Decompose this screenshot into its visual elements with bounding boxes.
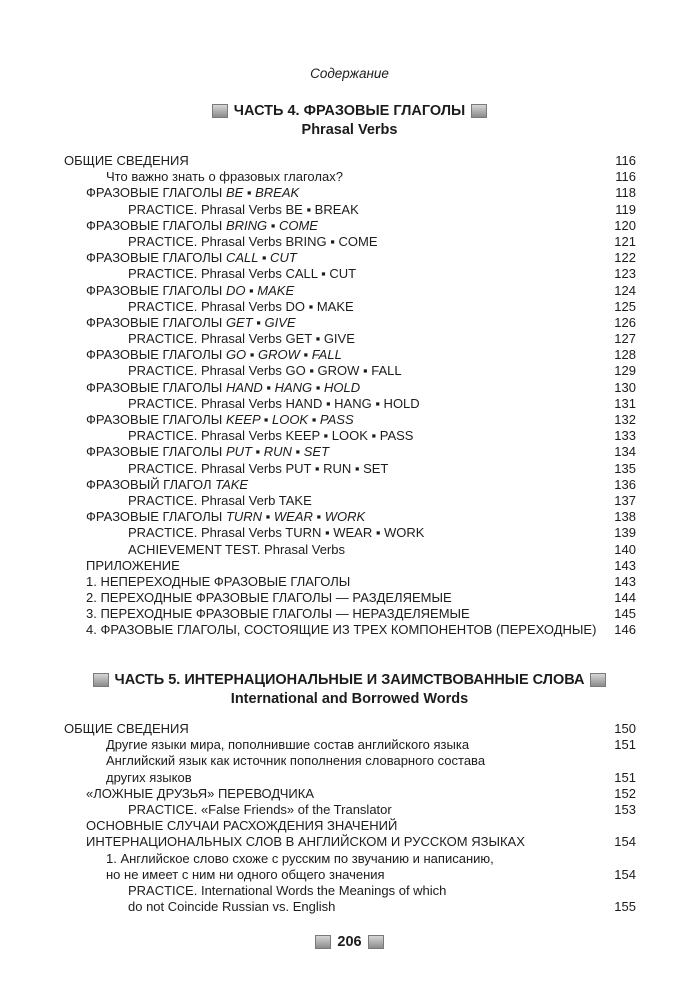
part4-title: ЧАСТЬ 4. ФРАЗОВЫЕ ГЛАГОЛЫ <box>233 103 466 119</box>
toc-entry[interactable]: PRACTICE. Phrasal Verbs DO ▪ MAKE 125 <box>128 298 636 314</box>
toc-entry[interactable]: PRACTICE. Phrasal Verbs CALL ▪ CUT 123 <box>128 266 636 282</box>
running-head: Содержание <box>310 66 389 81</box>
toc-entry[interactable]: PRACTICE. International Words the Meanings of which <box>128 882 447 898</box>
toc-entry[interactable]: PRACTICE. Phrasal Verbs TURN ▪ WEAR ▪ WORK 139 <box>128 525 636 541</box>
toc-entry[interactable]: 3. ПЕРЕХОДНЫЕ ФРАЗОВЫЕ ГЛАГОЛЫ — НЕРАЗДЕЛЯЕМЫЕ 145 <box>86 606 636 622</box>
part4-heading <box>0 103 699 138</box>
toc-entry[interactable]: ФРАЗОВЫЕ ГЛАГОЛЫ KEEP ▪ LOOK ▪ PASS 132 <box>86 412 636 427</box>
part4-toc <box>64 153 636 639</box>
grey-square-icon <box>315 935 331 949</box>
grey-square-icon <box>590 673 606 687</box>
toc-entry[interactable]: PRACTICE. Phrasal Verbs KEEP ▪ LOOK ▪ PASS 133 <box>128 428 636 444</box>
toc-entry[interactable]: PRACTICE. Phrasal Verbs HAND ▪ HANG ▪ HOLD 131 <box>128 395 636 411</box>
toc-entry[interactable]: ФРАЗОВЫЕ ГЛАГОЛЫ BE ▪ BREAK 118 <box>86 185 636 201</box>
toc-entry[interactable]: PRACTICE. Phrasal Verbs BRING ▪ COME 121 <box>128 233 636 249</box>
grey-square-icon <box>93 673 109 687</box>
grey-square-icon <box>471 104 487 118</box>
toc-entry[interactable]: ФРАЗОВЫЕ ГЛАГОЛЫ CALL ▪ CUT 122 <box>86 250 636 266</box>
toc-entry[interactable]: но не имеет с ним ни одного общего значения 154 <box>106 866 636 882</box>
toc-entry[interactable]: Английский язык как источник пополнения словарного состава <box>106 753 486 769</box>
toc-entry[interactable]: 1. НЕПЕРЕХОДНЫЕ ФРАЗОВЫЕ ГЛАГОЛЫ 143 <box>86 573 636 589</box>
toc-entry[interactable]: ФРАЗОВЫЕ ГЛАГОЛЫ GO ▪ GROW ▪ FALL 128 <box>86 347 636 363</box>
toc-entry[interactable]: ФРАЗОВЫЙ ГЛАГОЛ TAKE 136 <box>86 476 636 492</box>
toc-entry[interactable]: ИНТЕРНАЦИОНАЛЬНЫХ СЛОВ В АНГЛИЙСКОМ И РУССКОМ ЯЗЫКАХ 154 <box>86 834 636 850</box>
toc-entry[interactable]: PRACTICE. Phrasal Verbs BE ▪ BREAK 119 <box>128 201 636 217</box>
toc-entry[interactable]: 2. ПЕРЕХОДНЫЕ ФРАЗОВЫЕ ГЛАГОЛЫ — РАЗДЕЛЯЕМЫЕ 144 <box>86 590 636 606</box>
toc-entry[interactable]: 4. ФРАЗОВЫЕ ГЛАГОЛЫ, СОСТОЯЩИЕ ИЗ ТРЕХ КОМПОНЕНТОВ (ПЕРЕХОДНЫЕ) 146 <box>86 622 636 638</box>
toc-entry[interactable]: Другие языки мира, пополнившие состав английского языка 151 <box>106 737 636 753</box>
part5-heading <box>0 672 699 707</box>
toc-entry[interactable]: ФРАЗОВЫЕ ГЛАГОЛЫ DO ▪ MAKE 124 <box>86 282 636 298</box>
toc-entry[interactable]: ФРАЗОВЫЕ ГЛАГОЛЫ GET ▪ GIVE 126 <box>86 314 636 330</box>
toc-entry[interactable]: PRACTICE. Phrasal Verbs PUT ▪ RUN ▪ SET 135 <box>128 460 636 476</box>
toc-entry[interactable]: других языков 151 <box>106 769 636 785</box>
toc-entry[interactable]: Что важно знать о фразовых глаголах? 116 <box>106 169 636 185</box>
toc-entry[interactable]: ОБЩИЕ СВЕДЕНИЯ 116 <box>64 153 636 168</box>
page-footer <box>0 934 699 950</box>
toc-entry[interactable]: PRACTICE. Phrasal Verbs GO ▪ GROW ▪ FALL 129 <box>128 363 636 379</box>
toc-entry[interactable]: ОБЩИЕ СВЕДЕНИЯ 150 <box>64 721 636 736</box>
toc-entry[interactable]: ACHIEVEMENT TEST. Phrasal Verbs 140 <box>128 541 636 557</box>
toc-entry[interactable]: «ЛОЖНЫЕ ДРУЗЬЯ» ПЕРЕВОДЧИКА 152 <box>86 785 636 801</box>
part5-subtitle: International and Borrowed Words <box>230 691 469 707</box>
toc-entry[interactable]: ПРИЛОЖЕНИЕ 143 <box>86 557 636 573</box>
grey-square-icon <box>212 104 228 118</box>
toc-entry[interactable]: PRACTICE. «False Friends» of the Translator 153 <box>128 801 636 817</box>
toc-entry[interactable]: ФРАЗОВЫЕ ГЛАГОЛЫ PUT ▪ RUN ▪ SET 134 <box>86 444 636 460</box>
toc-entry[interactable]: PRACTICE. Phrasal Verb TAKE 137 <box>128 492 636 508</box>
grey-square-icon <box>368 935 384 949</box>
toc-entry[interactable]: ОСНОВНЫЕ СЛУЧАИ РАСХОЖДЕНИЯ ЗНАЧЕНИЙ <box>86 818 398 834</box>
part4-subtitle: Phrasal Verbs <box>301 122 398 138</box>
part5-toc <box>64 721 636 915</box>
toc-entry[interactable]: do not Coincide Russian vs. English 155 <box>128 899 636 915</box>
toc-entry[interactable]: PRACTICE. Phrasal Verbs GET ▪ GIVE 127 <box>128 331 636 347</box>
toc-entry[interactable]: ФРАЗОВЫЕ ГЛАГОЛЫ BRING ▪ COME 120 <box>86 217 636 233</box>
page-number: 206 <box>337 934 362 950</box>
toc-entry[interactable]: ФРАЗОВЫЕ ГЛАГОЛЫ TURN ▪ WEAR ▪ WORK 138 <box>86 509 636 525</box>
part5-title: ЧАСТЬ 5. ИНТЕРНАЦИОНАЛЬНЫЕ И ЗАИМСТВОВАННЫЕ СЛОВА <box>114 672 585 688</box>
toc-entry[interactable]: ФРАЗОВЫЕ ГЛАГОЛЫ HAND ▪ HANG ▪ HOLD 130 <box>86 379 636 395</box>
toc-entry[interactable]: 1. Английское слово схоже с русским по звучанию и написанию, <box>106 850 494 866</box>
